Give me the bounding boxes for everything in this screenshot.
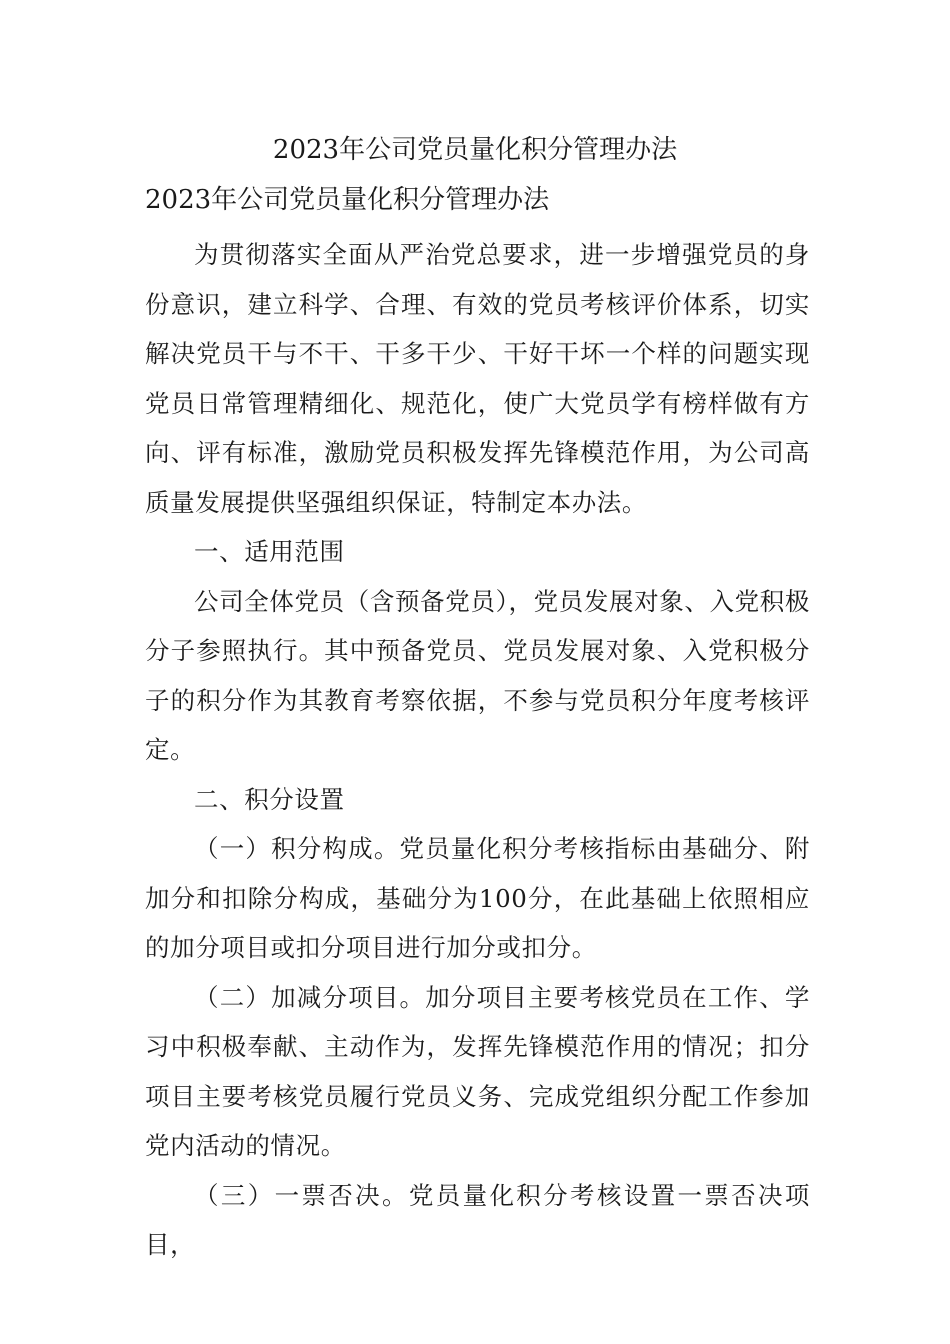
paragraph-scope: 公司全体党员（含预备党员），党员发展对象、入党积极分子参照执行。其中预备党员、党员发展对象、入党积极分子的积分作为其教育考察依据，不参与党员积分年度考核评定。 (145, 586, 810, 764)
paragraph-add-deduct: （二）加减分项目。加分项目主要考核党员在工作、学习中积极奉献、主动作为，发挥先锋模范作用的情况；扣分项目主要考核党员履行党员义务、完成党组织分配工作参加党内活动的情况。 (145, 982, 810, 1160)
paragraph-composition: （一）积分构成。党员量化积分考核指标由基础分、附加分和扣除分构成，基础分为100分，在此基础上依照相应的加分项目或扣分项目进行加分或扣分。 (145, 834, 810, 962)
section-heading-points: 二、积分设置 (194, 784, 345, 814)
section-heading-scope: 一、适用范围 (194, 537, 345, 566)
document-title: 2023年公司党员量化积分管理办法 (272, 135, 678, 165)
document-body (145, 230, 810, 1270)
paragraph-veto: （三）一票否决。党员量化积分考核设置一票否决项目， (145, 1180, 810, 1259)
paragraph-intro: 为贯彻落实全面从严治党总要求，进一步增强党员的身份意识，建立科学、合理、有效的党员考核评价体系，切实解决党员干与不干、干多干少、干好干坏一个样的问题实现党员日常管理精细化、规范化，使广大党员学有榜样做有方向、评有标准，激励党员积极发挥先锋模范作用，为公司高质量发展提供坚强组织保证，特制定本办法。 (145, 240, 810, 517)
document-subtitle: 2023年公司党员量化积分管理办法 (145, 185, 550, 215)
